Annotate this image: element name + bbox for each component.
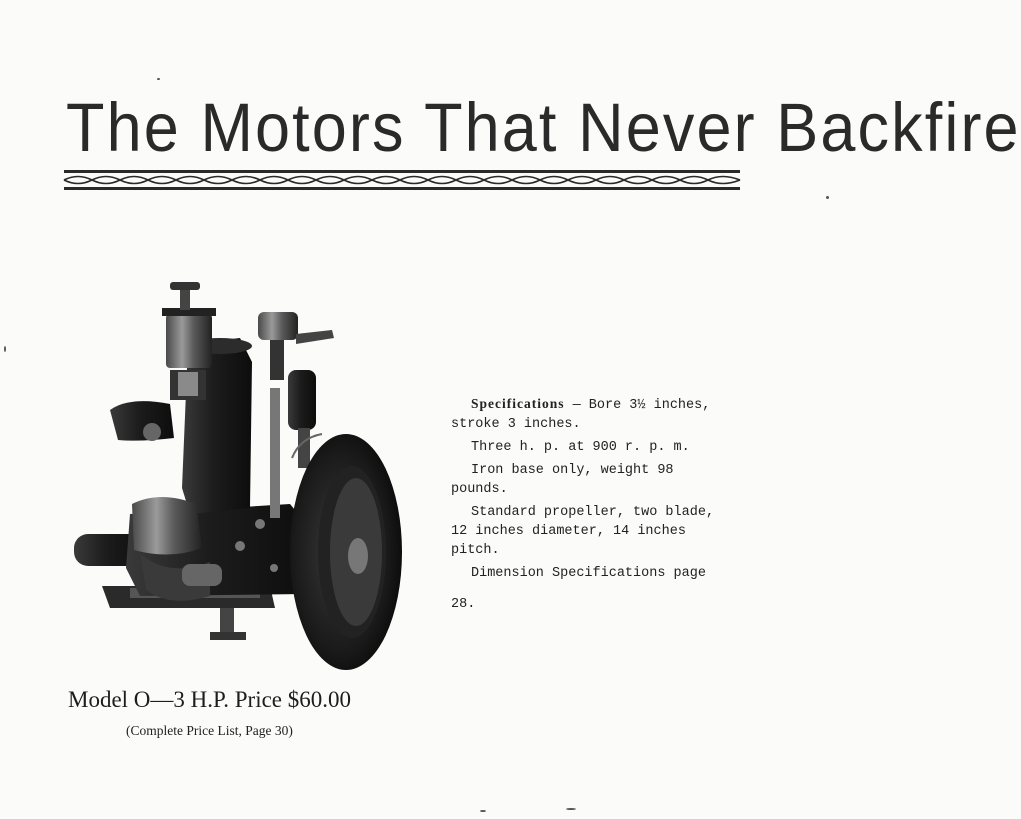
decorative-wave-rule: [64, 168, 740, 192]
print-speck: [157, 78, 160, 80]
price-list-note: (Complete Price List, Page 30): [126, 723, 293, 738]
spec-paragraph: [451, 394, 737, 434]
boat-engine-illustration-icon: [70, 278, 406, 674]
print-speck: [480, 810, 486, 812]
spec-paragraph: Iron base only, weight 98 pounds.: [451, 463, 674, 497]
spec-paragraph: Standard propeller, two blade, 12 inches diameter, 14 inches pitch.: [451, 505, 715, 558]
specifications-block: [451, 394, 737, 618]
print-speck: [4, 346, 6, 352]
print-speck: [566, 808, 576, 810]
print-speck: [826, 196, 829, 199]
page-title: The Motors That Never Backfire: [66, 88, 1021, 166]
spec-paragraph: Dimension Specifications page: [471, 566, 706, 581]
spec-page-ref: 28.: [451, 597, 476, 612]
spec-paragraph: Three h. p. at 900 r. p. m.: [471, 440, 690, 455]
model-price-caption: Model O—3 H.P. Price $60.00: [68, 687, 352, 712]
spec-lead-text: — Bore 3½ inches, stroke 3 inches.: [451, 398, 711, 432]
spec-lead-label: Specifications: [471, 396, 565, 411]
